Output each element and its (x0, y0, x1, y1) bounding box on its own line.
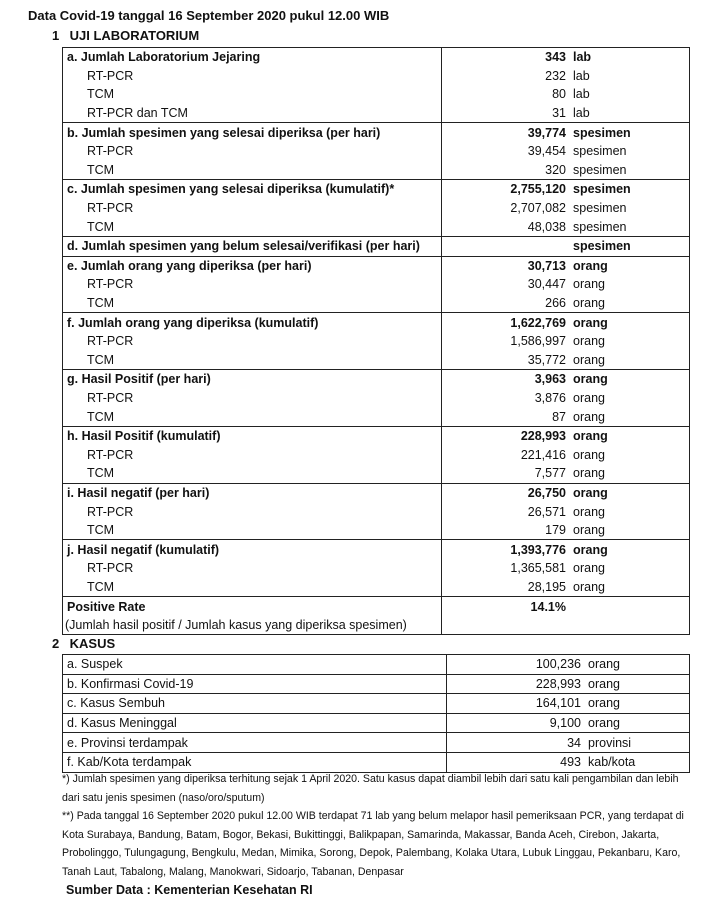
table-subrow (63, 578, 690, 597)
subrow-value: 7,577 (534, 466, 566, 481)
row-label: a. Jumlah Laboratorium Jejaring (63, 48, 442, 67)
cases-table (62, 654, 690, 773)
subrow-unit: spesimen (573, 201, 627, 216)
subrow-label: RT-PCR (63, 275, 442, 294)
subrow-label: RT-PCR dan TCM (63, 104, 442, 123)
subrow-unit: spesimen (573, 144, 627, 159)
case-unit: orang (584, 674, 690, 694)
table-subrow (63, 407, 690, 426)
case-label: d. Kasus Meninggal (63, 713, 447, 733)
subrow-label: RT-PCR (63, 67, 442, 86)
lab-test-table (62, 47, 690, 635)
row-value: 228,993 (442, 426, 570, 445)
case-unit: orang (584, 655, 690, 675)
case-unit: kab/kota (584, 752, 690, 772)
table-subrow (63, 332, 690, 351)
row-label: i. Hasil negatif (per hari) (63, 483, 442, 502)
subrow-value: 266 (545, 296, 566, 311)
case-value: 493 (447, 752, 585, 772)
table-subrow (63, 161, 690, 180)
subrow-value: 80 (552, 87, 566, 102)
subrow-label: RT-PCR (63, 142, 442, 161)
footnotes (62, 770, 692, 882)
case-row (63, 713, 690, 733)
subrow-label: RT-PCR (63, 389, 442, 408)
subrow-value: 2,707,082 (510, 201, 566, 216)
subrow-label: TCM (63, 578, 442, 597)
row-label: e. Jumlah orang yang diperiksa (per hari) (63, 256, 442, 275)
table-row (63, 313, 690, 332)
subrow-value: 179 (545, 523, 566, 538)
subrow-unit: orang (573, 466, 605, 481)
row-value (442, 236, 570, 256)
source-line: Sumber Data : Kementerian Kesehatan RI (66, 883, 313, 897)
document-title: Data Covid-19 tanggal 16 September 2020 pukul 12.00 WIB (28, 8, 390, 23)
table-subrow (63, 104, 690, 123)
section2-number: 2 (52, 636, 60, 651)
table-subrow (63, 67, 690, 86)
table-row (63, 180, 690, 199)
row-unit: spesimen (569, 180, 690, 199)
subrow-unit: orang (573, 504, 605, 519)
subrow-value: 320 (545, 162, 566, 177)
row-unit: orang (569, 370, 690, 389)
subrow-unit: orang (573, 390, 605, 405)
section1-title: UJI LABORATORIUM (69, 28, 200, 43)
row-unit: spesimen (569, 123, 690, 142)
subrow-label: TCM (63, 85, 442, 104)
table-row (63, 123, 690, 142)
subrow-value: 28,195 (527, 579, 566, 594)
table-subrow (63, 142, 690, 161)
row-unit: orang (569, 483, 690, 502)
case-unit: orang (584, 694, 690, 714)
subrow-label: TCM (63, 294, 442, 313)
table-subrow (63, 559, 690, 578)
row-label: j. Hasil negatif (kumulatif) (63, 540, 442, 559)
case-label: f. Kab/Kota terdampak (63, 752, 447, 772)
row-label: h. Hasil Positif (kumulatif) (63, 426, 442, 445)
table-row (63, 256, 690, 275)
subrow-unit: orang (573, 277, 605, 292)
table-subrow (63, 502, 690, 521)
row-unit: spesimen (569, 236, 690, 256)
table-subrow (63, 351, 690, 370)
subrow-value: 31 (552, 106, 566, 121)
row-value: 30,713 (442, 256, 570, 275)
case-label: b. Konfirmasi Covid-19 (63, 674, 447, 694)
subrow-value: 39,454 (527, 144, 566, 159)
subrow-unit: lab (573, 106, 590, 121)
subrow-value: 26,571 (527, 504, 566, 519)
subrow-unit: orang (573, 523, 605, 538)
row-label: c. Jumlah spesimen yang selesai diperiksa (kumulatif)* (63, 180, 442, 199)
row-label: d. Jumlah spesimen yang belum selesai/verifikasi (per hari) (63, 236, 442, 256)
subrow-label: RT-PCR (63, 445, 442, 464)
table-subrow (63, 445, 690, 464)
case-unit: provinsi (584, 733, 690, 753)
table-subrow (63, 217, 690, 236)
subrow-unit: lab (573, 87, 590, 102)
case-row (63, 674, 690, 694)
row-value: 39,774 (442, 123, 570, 142)
subrow-value: 87 (552, 409, 566, 424)
subrow-unit: orang (573, 352, 605, 367)
case-value: 34 (447, 733, 585, 753)
row-label: f. Jumlah orang yang diperiksa (kumulatif) (63, 313, 442, 332)
table-subrow (63, 294, 690, 313)
subrow-label: RT-PCR (63, 559, 442, 578)
subrow-unit: spesimen (573, 162, 627, 177)
subrow-value: 30,447 (527, 277, 566, 292)
case-value: 9,100 (447, 713, 585, 733)
subrow-label: RT-PCR (63, 199, 442, 218)
table-subrow (63, 521, 690, 540)
case-row (63, 733, 690, 753)
row-value: 1,393,776 (442, 540, 570, 559)
table-row (63, 426, 690, 445)
table-row (63, 540, 690, 559)
subrow-label: RT-PCR (63, 332, 442, 351)
case-row (63, 694, 690, 714)
subrow-label: TCM (63, 351, 442, 370)
subrow-unit: orang (573, 447, 605, 462)
row-value: 343 (545, 50, 566, 65)
subrow-unit: orang (573, 409, 605, 424)
section1-number: 1 (52, 28, 60, 43)
empty-cell (569, 597, 690, 616)
footnote-1: *) Jumlah spesimen yang diperiksa terhitung sejak 1 April 2020. Satu kasus dapat diambil lebih dari satu kali pengambilan dan lebih dari satu jenis spesimen (naso/oro/sputum) (62, 773, 679, 804)
positive-rate-value: 14.1% (442, 597, 570, 616)
subrow-value: 1,365,581 (510, 561, 566, 576)
table-subrow (63, 85, 690, 104)
subrow-label: TCM (63, 217, 442, 236)
subrow-value: 232 (545, 68, 566, 83)
section2-heading (52, 636, 115, 651)
table-subrow (63, 275, 690, 294)
case-label: a. Suspek (63, 655, 447, 675)
subrow-label: TCM (63, 521, 442, 540)
row-label: b. Jumlah spesimen yang selesai diperiksa (per hari) (63, 123, 442, 142)
row-unit: orang (569, 256, 690, 275)
subrow-label: RT-PCR (63, 502, 442, 521)
subrow-value: 221,416 (520, 447, 566, 462)
case-label: c. Kasus Sembuh (63, 694, 447, 714)
table-row (63, 48, 690, 67)
subrow-unit: lab (573, 68, 590, 83)
subrow-label: TCM (63, 464, 442, 483)
table-row (63, 370, 690, 389)
row-unit: orang (569, 426, 690, 445)
subrow-value: 48,038 (527, 219, 566, 234)
row-value: 3,963 (442, 370, 570, 389)
section1-heading (52, 28, 199, 43)
subrow-value: 35,772 (527, 352, 566, 367)
row-value: 1,622,769 (442, 313, 570, 332)
positive-rate-note-row (63, 616, 690, 635)
subrow-unit: orang (573, 296, 605, 311)
empty-cell (569, 616, 690, 635)
subrow-unit: orang (573, 579, 605, 594)
subrow-label: TCM (63, 407, 442, 426)
empty-cell (442, 616, 570, 635)
subrow-label: TCM (63, 161, 442, 180)
table-row (63, 483, 690, 502)
row-value: 2,755,120 (442, 180, 570, 199)
case-row (63, 655, 690, 675)
positive-rate-note: (Jumlah hasil positif / Jumlah kasus yang diperiksa spesimen) (63, 616, 442, 635)
table-subrow (63, 199, 690, 218)
subrow-unit: orang (573, 334, 605, 349)
case-label: e. Provinsi terdampak (63, 733, 447, 753)
table-row (63, 236, 690, 256)
row-unit: orang (569, 540, 690, 559)
case-value: 100,236 (447, 655, 585, 675)
row-unit: orang (569, 313, 690, 332)
subrow-unit: spesimen (573, 219, 627, 234)
footnote-2: **) Pada tanggal 16 September 2020 pukul 12.00 WIB terdapat 71 lab yang belum melapor hasil pemeriksaan PCR, yang terdapat di Kota Surabaya, Bandung, Batam, Bogor, Bekasi, Bukittinggi, Balikpapan, Samarinda, Makassar, Banda Aceh, Cirebon, Jakarta, Probolinggo, Tulungagung, Bengkulu, Medan, Mimika, Sorong, Depok, Palembang, Kolaka Utara, Lubuk Linggau, Pekanbaru, Karo, Tanah Laut, Tabalong, Malang, Manokwari, Sidoarjo, Tabanan, Denpasar (62, 810, 684, 878)
section2-title: KASUS (69, 636, 116, 651)
subrow-value: 3,876 (534, 390, 566, 405)
positive-rate-label: Positive Rate (63, 597, 442, 616)
row-label: g. Hasil Positif (per hari) (63, 370, 442, 389)
subrow-unit: orang (573, 561, 605, 576)
row-value: 26,750 (442, 483, 570, 502)
positive-rate-row (63, 597, 690, 616)
case-value: 228,993 (447, 674, 585, 694)
subrow-value: 1,586,997 (510, 334, 566, 349)
row-unit: lab (573, 50, 592, 65)
case-value: 164,101 (447, 694, 585, 714)
case-unit: orang (584, 713, 690, 733)
table-subrow (63, 389, 690, 408)
table-subrow (63, 464, 690, 483)
